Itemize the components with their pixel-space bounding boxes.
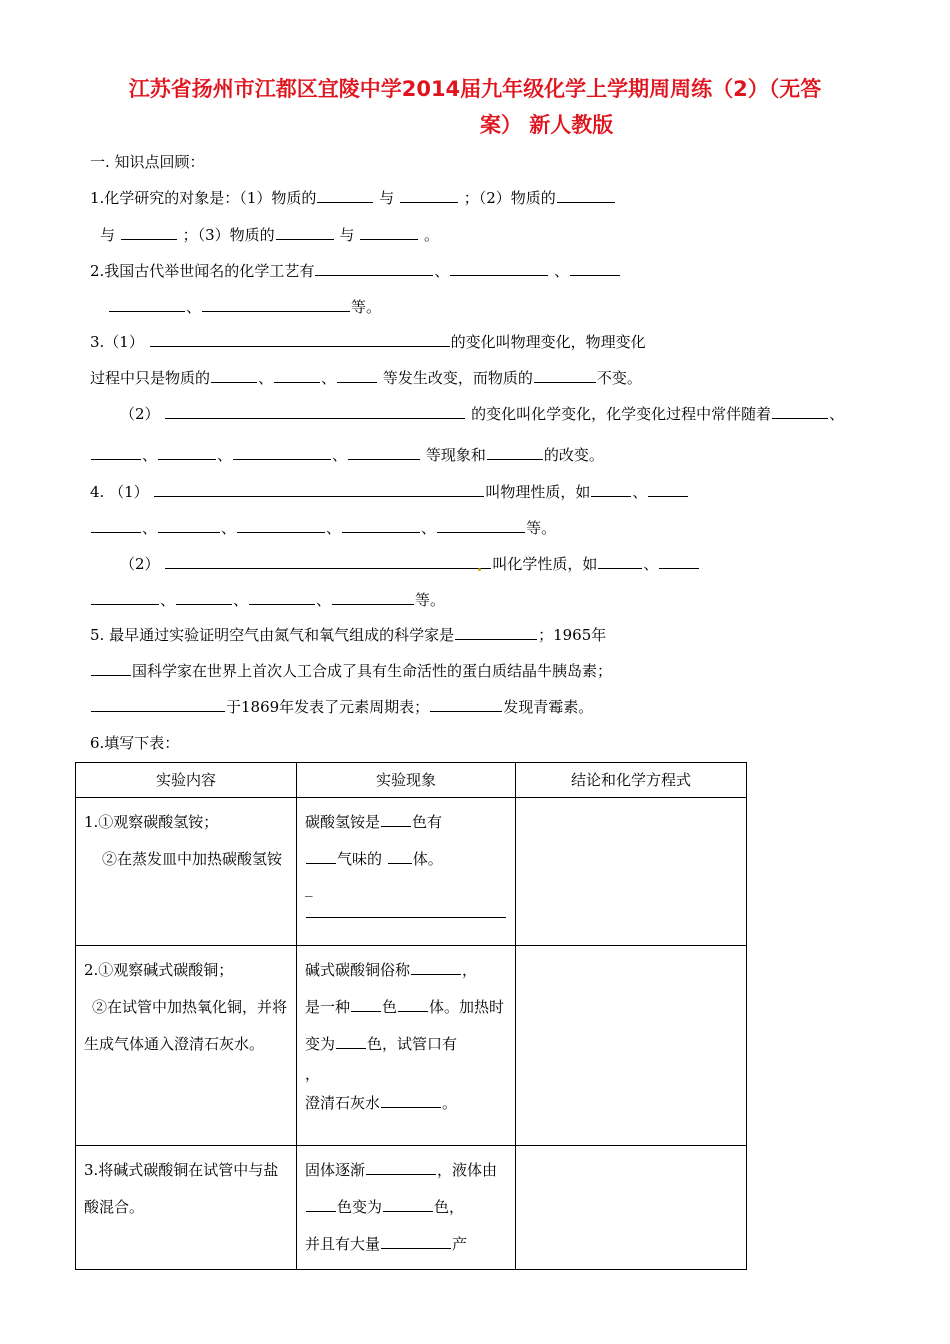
text: 过程中只是物质的: [90, 369, 211, 387]
cell-conclusion[interactable]: [516, 946, 747, 1146]
blank[interactable]: [591, 481, 631, 497]
cell-phenomenon: [297, 798, 516, 946]
blank[interactable]: [306, 848, 336, 864]
question-4-line3: [120, 553, 700, 574]
text: 固体逐渐: [305, 1161, 366, 1179]
blank[interactable]: [598, 553, 642, 569]
question-3-line2: [90, 367, 642, 388]
text: （2）: [120, 405, 160, 423]
blank[interactable]: [109, 296, 185, 312]
text: 色: [382, 998, 398, 1016]
blank[interactable]: [150, 331, 450, 347]
blank[interactable]: [91, 660, 131, 676]
blank[interactable]: [276, 224, 334, 240]
blank[interactable]: [306, 1196, 336, 1212]
blank[interactable]: [570, 260, 620, 276]
question-3-line1: [90, 331, 646, 352]
text: 不变。: [596, 369, 642, 387]
blank[interactable]: [202, 296, 350, 312]
text: 澄清石灰水: [305, 1094, 381, 1112]
text: ，液体由: [437, 1161, 498, 1179]
text: 产: [452, 1235, 468, 1253]
cell-conclusion[interactable]: [516, 798, 747, 946]
question-1-line2: [100, 224, 439, 245]
blank[interactable]: [317, 187, 373, 203]
blank[interactable]: [381, 1233, 451, 1249]
text: 并且有大量: [305, 1235, 381, 1253]
blank[interactable]: [332, 589, 414, 605]
text: 、: [829, 405, 845, 423]
text: 等。: [415, 591, 446, 609]
text: 、: [221, 519, 237, 537]
question-3-line4: [90, 444, 604, 465]
question-5-line3: [90, 696, 593, 717]
text: ，: [462, 961, 478, 979]
text: 体。: [412, 850, 443, 868]
blank[interactable]: [557, 187, 615, 203]
blank[interactable]: [158, 517, 220, 533]
text: 、: [142, 446, 158, 464]
cell-experiment: [76, 946, 297, 1146]
text: _: [305, 879, 313, 897]
text: 、: [434, 262, 450, 280]
text: 3.将碱式碳酸铜在试管中与盐酸混合。: [84, 1161, 279, 1216]
text: 于1869年发表了元素周期表；: [226, 698, 430, 716]
text: 的变化叫物理变化，物理变化: [450, 333, 646, 351]
text: 等发生改变，而物质的: [382, 369, 533, 387]
blank[interactable]: [455, 624, 537, 640]
text: 与: [100, 226, 116, 244]
text: 国科学家在世界上首次人工合成了具有生命活性的蛋白质结晶牛胰岛素；: [132, 662, 613, 680]
blank[interactable]: [388, 848, 412, 864]
text: 、: [142, 519, 158, 537]
text: 1.化学研究的对象是：（1）物质的: [90, 189, 317, 207]
text: 碱式碳酸铜俗称: [305, 961, 411, 979]
text: 的改变。: [543, 446, 604, 464]
stray-mark: [478, 568, 481, 571]
text: 、: [643, 555, 659, 573]
header-phenomenon: 实验现象: [297, 763, 516, 798]
text: 等。: [351, 298, 382, 316]
text: 碳酸氢铵是: [305, 813, 381, 831]
blank[interactable]: [249, 589, 315, 605]
blank[interactable]: [381, 1092, 441, 1108]
question-4-line1: [90, 481, 689, 502]
text: 叫化学性质，如: [492, 555, 598, 573]
text: 4. （1）: [90, 483, 149, 501]
text: 2.我国古代举世闻名的化学工艺有: [90, 262, 315, 280]
question-1-line1: [90, 187, 616, 208]
blank[interactable]: [430, 696, 502, 712]
blank[interactable]: [342, 517, 420, 533]
blank[interactable]: [659, 553, 699, 569]
blank[interactable]: [487, 444, 543, 460]
text: 、: [186, 298, 202, 316]
text: 1.①观察碳酸氢铵；: [84, 813, 219, 831]
cell-experiment: [76, 1146, 297, 1270]
blank[interactable]: [165, 553, 491, 569]
blank[interactable]: [121, 224, 177, 240]
blank[interactable]: [237, 517, 325, 533]
blank[interactable]: [211, 367, 257, 383]
blank[interactable]: [534, 367, 596, 383]
blank[interactable]: [400, 187, 458, 203]
blank[interactable]: [154, 481, 484, 497]
text: ；1965年: [538, 626, 607, 644]
text: 色，试管口有: [367, 1035, 458, 1053]
text: 、: [326, 519, 342, 537]
blank[interactable]: [437, 517, 525, 533]
text: 发现青霉素。: [503, 698, 594, 716]
blank[interactable]: [351, 996, 381, 1012]
text: 、: [217, 446, 233, 464]
text: ；（2）物质的: [463, 189, 556, 207]
text: 体。加热时变为: [305, 998, 505, 1053]
text: 气味的: [337, 850, 383, 868]
table-row: [76, 798, 747, 946]
blank[interactable]: [648, 481, 688, 497]
blank[interactable]: [360, 224, 418, 240]
blank[interactable]: [91, 696, 225, 712]
document-title-line2: 案） 新人教版: [480, 113, 614, 137]
text: 叫物理性质，如: [485, 483, 591, 501]
blank[interactable]: [337, 367, 377, 383]
text: （2）: [120, 555, 160, 573]
experiment-table: [75, 762, 747, 1270]
table-row: [76, 1146, 747, 1270]
cell-conclusion[interactable]: [516, 1146, 747, 1270]
text: 、: [258, 369, 274, 387]
text: 色，: [434, 1198, 465, 1216]
text: 。: [423, 226, 439, 244]
section-heading: 一. 知识点回顾：: [90, 153, 205, 171]
text: 等。: [526, 519, 557, 537]
text: ②在蒸发皿中加热碳酸氢铵: [102, 850, 283, 868]
blank[interactable]: [336, 1033, 366, 1049]
text: 、: [316, 591, 332, 609]
header-experiment: 实验内容: [76, 763, 297, 798]
text: 与: [339, 226, 355, 244]
cell-phenomenon: [297, 1146, 516, 1270]
text: 2.①观察碱式碳酸铜；: [84, 961, 234, 979]
cell-phenomenon: [297, 946, 516, 1146]
blank[interactable]: [383, 1196, 433, 1212]
blank[interactable]: [165, 403, 465, 419]
document-title-line1: 江苏省扬州市江都区宜陵中学2014届九年级化学上学期周周练（2）（无答: [128, 77, 822, 101]
text: 、: [554, 262, 570, 280]
text: 5. 最早通过实验证明空气由氮气和氧气组成的科学家是: [90, 626, 455, 644]
blank[interactable]: [348, 444, 420, 460]
blank[interactable]: [158, 444, 216, 460]
blank[interactable]: [450, 260, 548, 276]
question-5-line1: [90, 624, 606, 645]
question-4-line4: [90, 589, 445, 610]
question-3-line3: [120, 403, 844, 424]
blank[interactable]: [91, 444, 141, 460]
question-2-line2: [108, 296, 381, 317]
blank[interactable]: [398, 996, 428, 1012]
question-2-line1: [90, 260, 621, 281]
text: 、: [160, 591, 176, 609]
text: 的变化叫化学变化，化学变化过程中常伴随着: [471, 405, 772, 423]
question-6-heading: 6.填写下表：: [90, 734, 180, 752]
blank[interactable]: [381, 811, 411, 827]
blank[interactable]: [772, 403, 828, 419]
question-5-line2: [90, 660, 612, 681]
cell-experiment: [76, 798, 297, 946]
table-row: [76, 946, 747, 1146]
blank[interactable]: [233, 444, 331, 460]
text: 、: [233, 591, 249, 609]
text: 3.（1）: [90, 333, 144, 351]
text: 。: [442, 1094, 458, 1112]
text: 与: [379, 189, 395, 207]
table-header-row: [76, 763, 747, 798]
blank[interactable]: [176, 589, 232, 605]
text: 、: [332, 446, 348, 464]
question-4-line2: [90, 517, 556, 538]
blank[interactable]: [274, 367, 320, 383]
blank[interactable]: [91, 589, 159, 605]
text: 、: [321, 369, 337, 387]
blank[interactable]: [306, 902, 506, 918]
blank[interactable]: [315, 260, 433, 276]
text: 色变为: [337, 1198, 383, 1216]
text: 是一种: [305, 998, 351, 1016]
text: 、: [421, 519, 437, 537]
text: 等现象和: [425, 446, 486, 464]
blank[interactable]: [366, 1159, 436, 1175]
blank[interactable]: [91, 517, 141, 533]
header-conclusion: 结论和化学方程式: [516, 763, 747, 798]
text: ，: [305, 1065, 321, 1083]
text: ②在试管中加热氧化铜，并将生成气体通入澄清石灰水。: [84, 998, 288, 1053]
text: ；（3）物质的: [182, 226, 275, 244]
text: 、: [632, 483, 648, 501]
text: 色有: [412, 813, 443, 831]
blank[interactable]: [411, 959, 461, 975]
